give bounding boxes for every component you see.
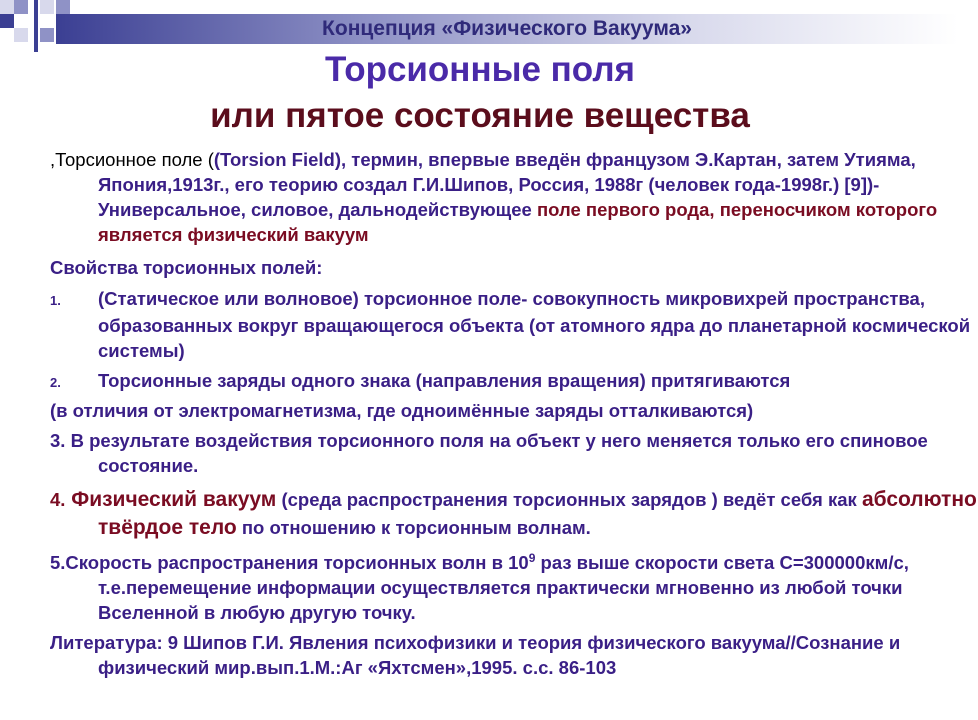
definition-prefix: ,Торсионное поле ( <box>50 149 214 170</box>
solid-body-phrase: абсолютно твёрдое тело <box>98 488 977 539</box>
list-item-3: 3. В результате воздействия торсионного поля на объект у него меняется только его спиновое состояние. <box>50 430 928 476</box>
physical-vacuum-phrase: Физический вакуум <box>65 488 277 511</box>
list-item-5 <box>50 546 978 625</box>
vertical-accent-bar <box>34 0 38 52</box>
deco-square <box>56 0 70 14</box>
list-number: 4. <box>50 489 66 510</box>
list-item-1 <box>50 286 978 363</box>
definition-text: (Torsion Field), термин, впервые введён французом Э.Картан, затем Утияма, Япония,1913г., его теорию создал Г.И.Шипов, Россия, 1988г (человек года-1998г.) [9])-Универсальное, силовое, дальнодействующее <box>98 149 916 220</box>
properties-heading: Свойства торсионных полей: <box>50 257 323 278</box>
deco-square <box>40 0 54 14</box>
banner-title: Концепция «Физического Вакуума» <box>322 17 692 40</box>
list-item-text: (среда распространения торсионных зарядов ) ведёт себя как <box>276 489 862 510</box>
definition-red-text: поле первого рода, переносчиком которого является физический вакуум <box>98 199 938 245</box>
list-item-text: (Статическое или волновое) торсионное поле- совокупность микровихрей пространства, образованных вокруг вращающегося объекта (от атомного ядра до планетарной космической системы) <box>98 288 971 361</box>
slide-title-line2: или пятое состояние вещества <box>210 96 750 135</box>
deco-square <box>0 14 14 28</box>
exponent: 9 <box>528 551 536 565</box>
list-item-4 <box>50 486 978 542</box>
slide-title-line1: Торсионные поля <box>325 50 635 89</box>
note-paragraph: (в отличия от электромагнетизма, где одноимённые заряды отталкиваются) <box>50 400 754 421</box>
deco-square <box>40 28 54 42</box>
deco-square <box>14 28 28 42</box>
list-item-text: Торсионные заряды одного знака (направления вращения) притягиваются <box>98 370 791 391</box>
list-item-text: по отношению к торсионным волнам. <box>236 517 591 538</box>
list-number: 1. <box>50 293 61 308</box>
list-number: 2. <box>50 375 61 390</box>
definition-paragraph <box>50 147 978 247</box>
deco-square <box>0 0 14 14</box>
literature-reference: Литература: 9 Шипов Г.И. Явления психофизики и теория физического вакуума//Сознание и физический мир.вып.1.М.:Аг «Яхтсмен»,1995. с.с. 86-103 <box>50 632 901 678</box>
speed-text-before: 5.Скорость распространения торсионных волн в 10 <box>50 552 529 574</box>
deco-square <box>14 0 28 14</box>
speed-text-after: раз выше скорости света С=300000км/с, т.е.перемещение информации осуществляется практически мгновенно из любой точки Вселенной в любую другую точку. <box>98 552 909 624</box>
list-item-2 <box>50 368 978 395</box>
